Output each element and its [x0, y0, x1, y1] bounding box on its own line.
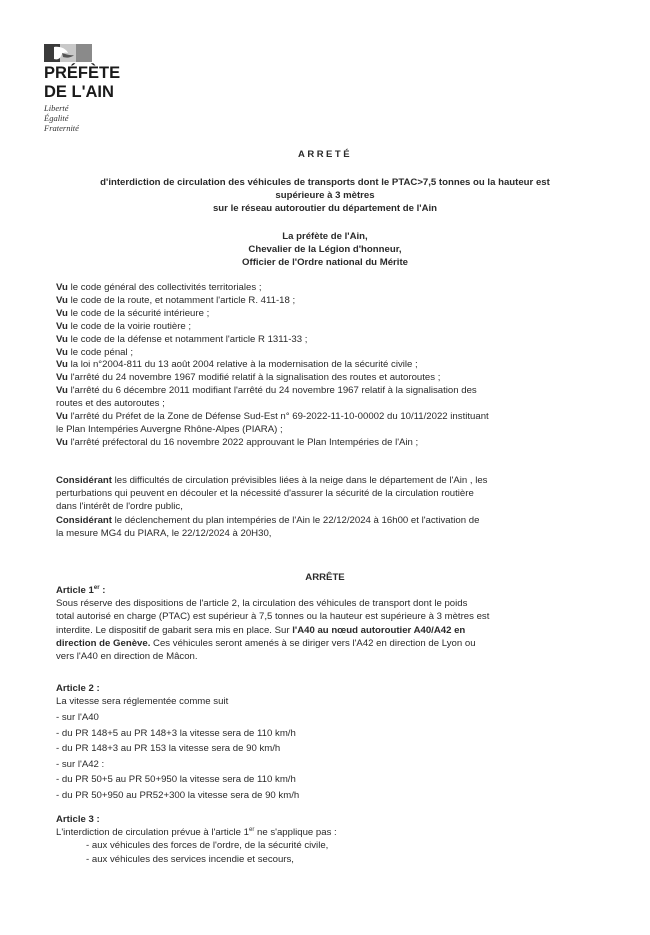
prefect-line: La préfète de l'Ain, [282, 231, 368, 242]
vu-keyword: Vu [56, 294, 68, 306]
marianne-emblem-icon [44, 44, 92, 62]
vu-text: le code de la route, et notamment l'article R. 411-18 ; [70, 294, 296, 306]
considerant-clauses [56, 474, 606, 540]
article-1-text: interdite. Le dispositif de gabarit sera mis en place. Sur [56, 624, 293, 636]
vu-keyword: Vu [56, 282, 68, 293]
motto-fraternite: Fraternité [44, 123, 79, 133]
article-2-item: - sur l'A42 : [56, 758, 105, 770]
article-3-sup: er [248, 827, 255, 834]
vu-clause [56, 347, 606, 360]
vu-clause [56, 437, 606, 450]
article-2-label: Article 2 [56, 683, 94, 694]
article-1-colon: : [99, 585, 106, 596]
subtitle-line: sur le réseau autoroutier du département de l'Ain [212, 203, 438, 214]
vu-text: le code de la voirie routière ; [70, 320, 192, 332]
vu-clause [56, 282, 606, 295]
vu-keyword: Vu [56, 320, 68, 332]
vu-text: l'arrêté du Préfet de la Zone de Défense Sud-Est n° 69-2022-11-10-00002 du 10/11/2022 instituant [70, 411, 489, 423]
vu-text: la loi n°2004-811 du 13 août 2004 relative à la modernisation de la sécurité civile ; [70, 359, 418, 371]
article-3-text: L'interdiction de circulation prévue à l'article 1 [56, 827, 249, 839]
article-1-label: Article 1 [56, 585, 94, 596]
considerant-line [56, 514, 606, 527]
considerant-text: le déclenchement du plan intempéries de l'Ain le 22/12/2024 à 16h00 et l'activation de [114, 514, 480, 526]
prefect-titles [40, 230, 610, 269]
vu-keyword: Vu [56, 385, 68, 397]
prefecture-name-line1: PRÉFÈTE [44, 64, 121, 82]
subtitle-line: supérieure à 3 mètres [275, 190, 375, 201]
article-1-bold-text: direction de Genève. [56, 637, 151, 649]
vu-clause [56, 372, 606, 385]
vu-text: l'arrêté du 24 novembre 1967 modifié relatif à la signalisation des routes et autoroutes ; [70, 372, 441, 384]
arrete-heading: ARRÊTE [305, 572, 345, 583]
article-2-item: - du PR 148+3 au PR 153 la vitesse sera de 90 km/h [56, 743, 281, 755]
subtitle-line: d'interdiction de circulation des véhicules de transports dont le PTAC>7,5 tonnes ou la hauteur est [100, 177, 550, 188]
article-3-label: Article 3 [56, 814, 94, 825]
article-2-item: - sur l'A40 [56, 712, 99, 724]
article-1-sup: er [93, 584, 100, 591]
vu-keyword: Vu [56, 411, 68, 423]
vu-clause-continuation: routes et des autoroutes ; [56, 398, 165, 410]
prefect-line: Chevalier de la Légion d'honneur, [248, 244, 402, 255]
republic-motto [44, 103, 104, 133]
article-2-intro: La vitesse sera réglementée comme suit [56, 696, 229, 708]
article-3-title [56, 813, 608, 826]
article-2-title [56, 682, 608, 695]
article-1 [56, 584, 608, 663]
article-1-title [56, 584, 608, 597]
considerant-line [56, 474, 606, 487]
considerant-keyword: Considérant [56, 475, 112, 486]
article-2 [56, 682, 608, 803]
vu-keyword: Vu [56, 372, 68, 384]
article-3-item: - aux véhicules des forces de l'ordre, de la sécurité civile, [86, 840, 329, 852]
vu-keyword: Vu [56, 359, 68, 371]
article-1-line: vers l'A40 en direction de Mâcon. [56, 651, 198, 663]
prefecture-name-line2: DE L'AIN [44, 83, 114, 101]
article-3-intro [56, 826, 608, 839]
vu-clause [56, 334, 606, 347]
article-3 [56, 813, 608, 866]
motto-egalite: Égalité [44, 113, 69, 123]
vu-clause [56, 359, 606, 372]
vu-keyword: Vu [56, 436, 68, 448]
considerant-keyword: Considérant [56, 514, 112, 526]
vu-keyword: Vu [56, 346, 68, 358]
document-title: ARRETÉ [297, 149, 353, 160]
vu-keyword: Vu [56, 307, 68, 319]
vu-clause [56, 321, 606, 334]
prefect-line: Officier de l'Ordre national du Mérite [242, 257, 408, 268]
article-2-colon: : [93, 683, 100, 694]
considerant-line: perturbations qui peuvent en découler et la nécessité d'assurer la sécurité de la circulation routière [56, 488, 474, 500]
article-1-text: Ces véhicules seront amenés à se diriger vers l'A42 en direction de Lyon ou [150, 637, 476, 649]
vu-clause [56, 411, 606, 424]
vu-text: le code général des collectivités territoriales ; [70, 282, 262, 293]
article-1-bold-text: l'A40 au nœud autoroutier A40/A42 en [292, 624, 466, 636]
considerant-text: les difficultés de circulation prévisibles liées à la neige dans le département de l'Ain , les [114, 475, 488, 486]
vu-text: le code de la défense et notamment l'article R 1311-33 ; [70, 333, 308, 345]
vu-keyword: Vu [56, 333, 68, 345]
article-3-colon: : [93, 814, 100, 825]
motto-liberte: Liberté [44, 103, 69, 113]
article-3-item: - aux véhicules des services incendie et secours, [86, 853, 294, 865]
article-3-text: ne s'applique pas : [254, 827, 337, 839]
article-1-line: Sous réserve des dispositions de l'article 2, la circulation des véhicules de transport dont le poids [56, 598, 468, 610]
article-1-line: total autorisé en charge (PTAC) est supérieur à 7,5 tonnes ou la hauteur est supérieure à 3 mètres est [56, 611, 490, 623]
vu-clause [56, 308, 606, 321]
article-2-item: - du PR 148+5 au PR 148+3 la vitesse sera de 110 km/h [56, 727, 296, 739]
vu-clause [56, 385, 606, 398]
vu-clause-continuation: le Plan Intempéries Auvergne Rhône-Alpes (PIARA) ; [56, 423, 283, 435]
vu-clauses [56, 282, 606, 450]
article-1-line [56, 637, 608, 650]
document-subtitle [40, 176, 610, 215]
vu-text: l'arrêté du 6 décembre 2011 modifiant l'arrêté du 24 novembre 1967 relatif à la signalisation des [70, 385, 477, 397]
vu-text: l'arrêté préfectoral du 16 novembre 2022 approuvant le Plan Intempéries de l'Ain ; [70, 436, 419, 448]
article-1-line [56, 624, 608, 637]
considerant-line: dans l'intérêt de l'ordre public, [56, 501, 183, 513]
article-2-item: - du PR 50+950 au PR52+300 la vitesse sera de 90 km/h [56, 789, 300, 801]
vu-clause [56, 295, 606, 308]
vu-text: le code pénal ; [70, 346, 133, 358]
vu-text: le code de la sécurité intérieure ; [70, 307, 210, 319]
article-2-item: - du PR 50+5 au PR 50+950 la vitesse sera de 110 km/h [56, 774, 296, 786]
considerant-line: la mesure MG4 du PIARA, le 22/12/2024 à 20H30, [56, 527, 272, 539]
prefecture-logo [44, 44, 121, 133]
